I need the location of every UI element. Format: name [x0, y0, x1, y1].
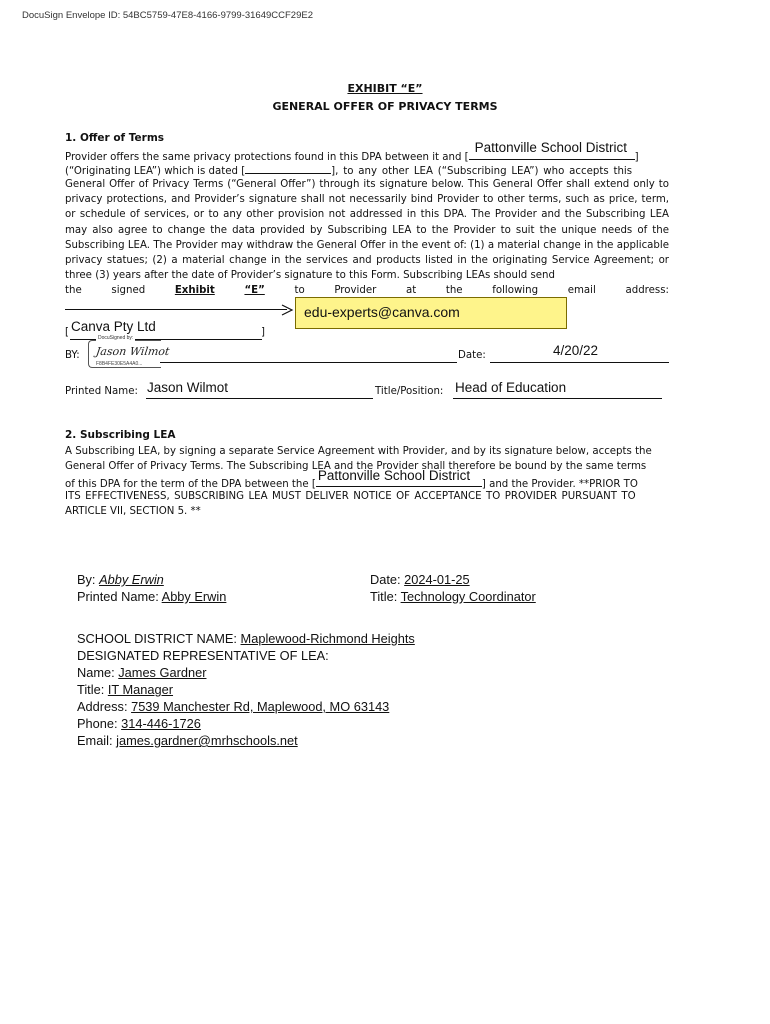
- section1-line2-post: ], to any other LEA (“Subscribing LEA”) who accepts this: [331, 166, 633, 177]
- exhibit-subtitle: GENERAL OFFER OF PRIVACY TERMS: [272, 100, 498, 113]
- lea-date-value: 2024-01-25: [404, 572, 470, 587]
- rep-email-value[interactable]: james.gardner@mrhschools.net: [116, 733, 298, 748]
- signature: Jason Wilmot: [95, 345, 171, 358]
- lea-date-label: Date:: [370, 572, 401, 587]
- lea-name-value: Pattonville School District: [317, 468, 471, 483]
- section2-line3-pre: of this DPA for the term of the DPA between the [: [65, 479, 316, 490]
- rep-title-label: Title:: [77, 682, 105, 697]
- section2-line5: ARTICLE VII, SECTION 5. **: [65, 506, 201, 517]
- rep-phone-value: 314-446-1726: [121, 716, 201, 731]
- email-underline: [65, 309, 287, 310]
- rep-name: [77, 664, 206, 681]
- originating-lea-value: Pattonville School District: [474, 140, 627, 155]
- provider-bracket-open: [: [65, 327, 69, 338]
- section2-line4: ITS EFFECTIVENESS, SUBSCRIBING LEA MUST DELIVER NOTICE OF ACCEPTANCE TO PROVIDER PURSUANT TO: [65, 491, 636, 502]
- provider-name: Canva Pty Ltd: [71, 319, 156, 334]
- designated-rep-label: DESIGNATED REPRESENTATIVE OF LEA:: [77, 648, 329, 663]
- originating-date-field: [245, 162, 331, 174]
- date-value: 4/20/22: [553, 343, 599, 358]
- provider-bracket-close: ]: [261, 327, 265, 338]
- printed-name-line: [146, 398, 373, 399]
- word: email: [567, 285, 596, 296]
- originating-lea-field: [469, 140, 635, 160]
- signature-line: [160, 362, 457, 363]
- word: address:: [625, 285, 669, 296]
- exhibit-title: EXHIBIT “E”: [347, 82, 423, 95]
- title-label: Title/Position:: [375, 386, 444, 397]
- lea-name-field: [316, 468, 482, 487]
- arrow-icon: [280, 303, 296, 317]
- rep-address: [77, 698, 389, 715]
- title-line: [453, 398, 662, 399]
- word: the: [65, 285, 82, 296]
- rep-phone: [77, 715, 201, 732]
- by-label: BY:: [65, 350, 80, 361]
- word: following: [492, 285, 539, 296]
- rep-title: [77, 681, 173, 698]
- signature-footer: F8B4FE30E5A4A0...: [96, 361, 143, 367]
- district-name: [77, 630, 415, 647]
- section2-line3-post: ] and the Provider. **PRIOR TO: [481, 479, 638, 490]
- lea-printed-name: [77, 588, 226, 605]
- lea-by-label: By:: [77, 572, 96, 587]
- word: the: [445, 285, 463, 296]
- section1-line2-pre: (“Originating LEA”) which is dated [: [65, 166, 246, 177]
- lea-by-value: Abby Erwin: [99, 572, 164, 587]
- bracket-close: ]: [634, 152, 639, 163]
- rep-address-value: 7539 Manchester Rd, Maplewood, MO 63143: [131, 699, 390, 714]
- date-label: Date:: [458, 350, 486, 361]
- lea-by: [77, 571, 164, 588]
- lea-title-label: Title:: [370, 589, 398, 604]
- printed-name-value: Jason Wilmot: [147, 380, 229, 395]
- lea-printed-value: Abby Erwin: [161, 589, 227, 604]
- section2-line1: A Subscribing LEA, by signing a separate Service Agreement with Provider, and by its signature below, accepts the: [65, 446, 652, 457]
- rep-email-label: Email:: [77, 733, 113, 748]
- lea-title: [370, 588, 536, 605]
- signature-header: DocuSigned by:: [98, 335, 134, 341]
- rep-name-value: James Gardner: [118, 665, 207, 680]
- rep-name-label: Name:: [77, 665, 115, 680]
- word: signed: [111, 285, 146, 296]
- section1-line1-text: Provider offers the same privacy protections found in this DPA between it and [: [65, 152, 469, 163]
- exhibit-word: Exhibit: [174, 285, 215, 296]
- section1-last-line: [65, 283, 669, 298]
- rep-title-value: IT Manager: [107, 682, 174, 697]
- lea-printed-label: Printed Name:: [77, 589, 159, 604]
- title-value: Head of Education: [455, 380, 567, 395]
- printed-name-label: Printed Name:: [65, 386, 138, 397]
- district-name-value: Maplewood-Richmond Heights: [240, 631, 415, 646]
- district-name-label: SCHOOL DISTRICT NAME:: [77, 631, 237, 646]
- exhibit-e: “E”: [244, 285, 265, 296]
- section1-body: General Offer of Privacy Terms (“General Offer”) through its signature below. This General Offer shall extend only to privacy protections, and Provider’s signature shall not necessarily bind Provider to other terms, such as price, term, or schedule of services, or to any other provision not addressed in this DPA. The Provider and the Subscribing LEA may also agree to change the data provided by Subscribing LEA to the Provider to suit the unique needs of the Subscribing LEA. The Provider may withdraw the General Offer in the event of: (1) a material change in the applicable privacy statues; (2) a material change in the services and products listed in the originating Service Agreement; or three (3) years after the date of Provider’s signature to this Form. Subscribing LEAs should send: [65, 179, 669, 282]
- section2-heading: 2. Subscribing LEA: [65, 429, 176, 441]
- word: at: [405, 285, 417, 296]
- date-line: [490, 362, 669, 363]
- rep-address-label: Address:: [77, 699, 128, 714]
- lea-date: [370, 571, 470, 588]
- lea-title-value: Technology Coordinator: [400, 589, 536, 604]
- section1-heading: 1. Offer of Terms: [65, 132, 165, 144]
- email-field[interactable]: [295, 297, 567, 329]
- rep-phone-label: Phone:: [77, 716, 118, 731]
- docusign-envelope-id: DocuSign Envelope ID: 54BC5759-47E8-4166-9799-31649CCF29E2: [22, 10, 313, 21]
- email-value: edu-experts@canva.com: [304, 304, 460, 320]
- word: Provider: [334, 285, 377, 296]
- rep-email: [77, 732, 298, 749]
- section2-line2: General Offer of Privacy Terms. The Subscribing LEA and the Provider shall therefore be bound by the same terms: [65, 461, 647, 472]
- word: to: [294, 285, 305, 296]
